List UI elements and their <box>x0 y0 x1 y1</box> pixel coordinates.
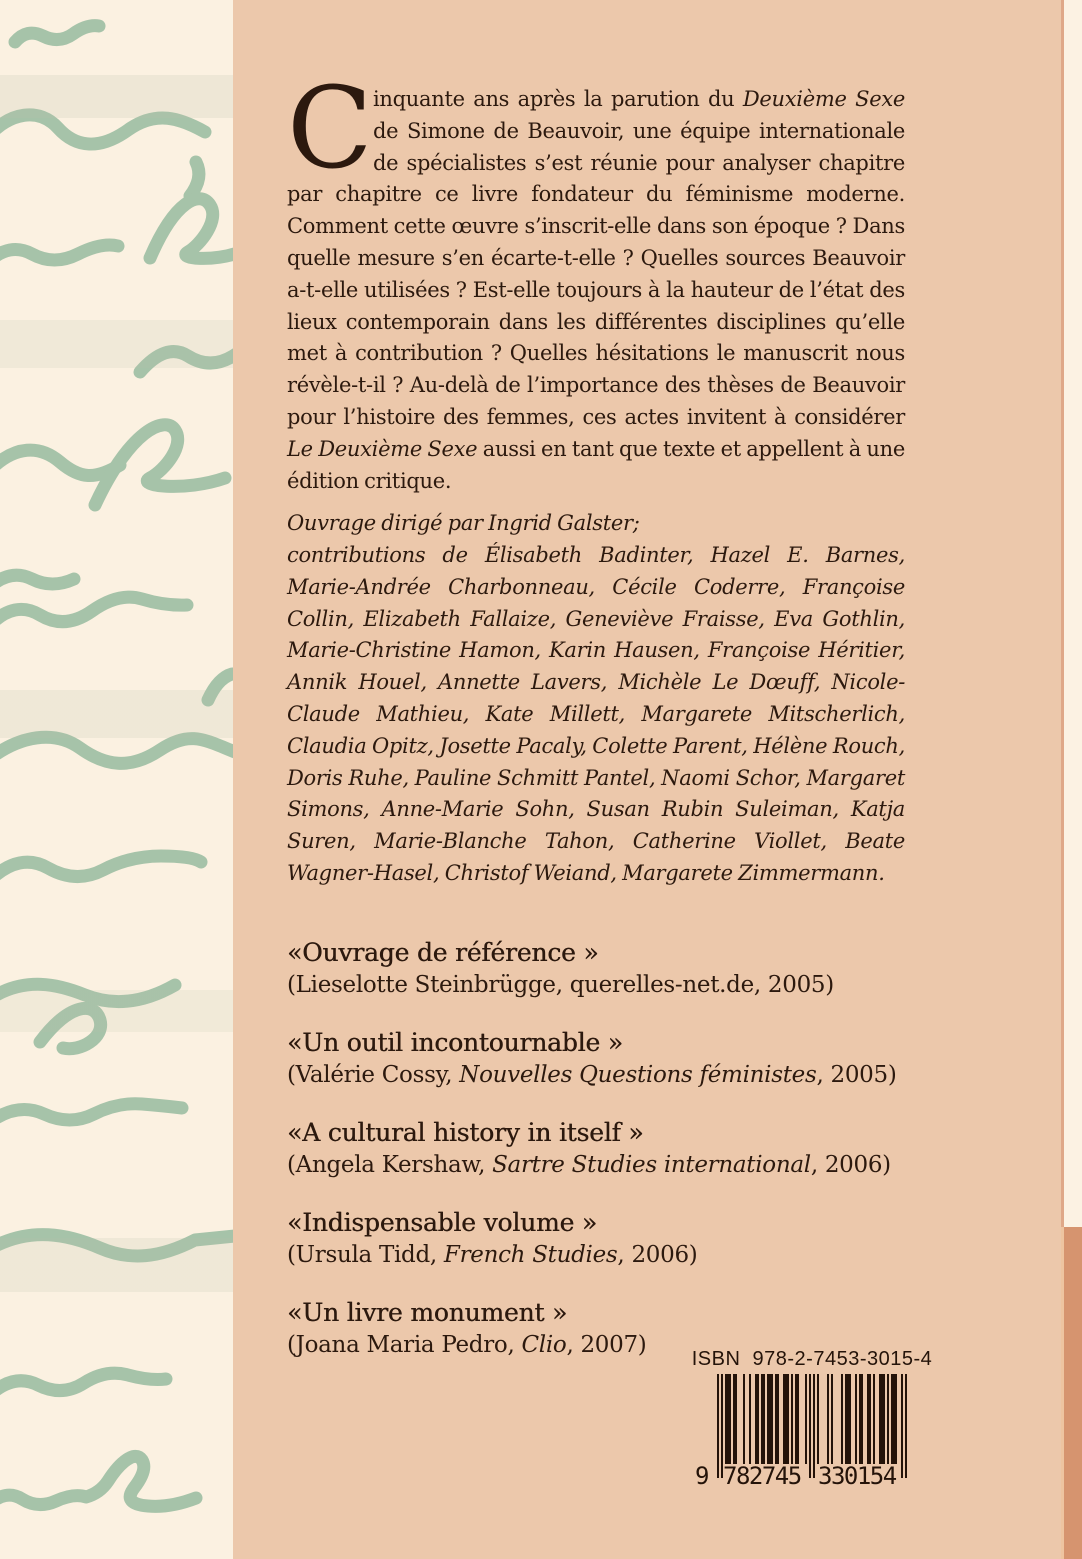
paper-shading-bands <box>0 0 233 1559</box>
barcode-bar <box>729 1374 731 1464</box>
barcode-guard-bar <box>905 1374 907 1478</box>
barcode-bar <box>831 1374 833 1464</box>
synopsis-segment: inquante ans après la parution du <box>373 87 743 111</box>
barcode-bar <box>749 1374 751 1464</box>
barcode-bar <box>805 1374 807 1464</box>
barcode-bar <box>827 1374 829 1464</box>
drop-cap: C <box>287 64 373 194</box>
barcode-guard-bar <box>813 1374 815 1478</box>
book-title-italic: Deuxième Sexe <box>742 87 905 111</box>
attribution-segment: (Lieselotte Steinbrügge, querelles-net.de, 2005) <box>287 972 834 998</box>
quote-text: «Ouvrage de référence » <box>287 938 599 967</box>
barcode-bar <box>849 1374 851 1464</box>
barcode-digits-left: 782745 <box>723 1462 801 1490</box>
review-quote <box>287 1028 905 1090</box>
review-quote <box>287 1208 905 1270</box>
editor-line: Ouvrage dirigé par Ingrid Galster; <box>287 511 640 535</box>
quote-text: «Un outil incontournable » <box>287 1028 623 1057</box>
barcode-bar <box>869 1374 871 1464</box>
attribution-segment: (Joana Maria Pedro, <box>287 1332 522 1358</box>
quote-attribution <box>287 1150 905 1180</box>
barcode-bar <box>777 1374 779 1464</box>
barcode-bar <box>855 1374 857 1464</box>
journal-name: Clio <box>521 1332 567 1358</box>
attribution-segment: , 2006) <box>810 1152 891 1178</box>
barcode-bar <box>757 1374 759 1464</box>
isbn-barcode-block <box>691 1348 933 1498</box>
barcode-digits-right: 330154 <box>818 1462 896 1490</box>
barcode-guard-bar <box>717 1374 719 1478</box>
synopsis-paragraph <box>287 64 905 497</box>
attribution-segment: , 2007) <box>566 1332 647 1358</box>
cover-text-column <box>287 0 905 1559</box>
barcode-bar <box>883 1374 885 1464</box>
quote-attribution <box>287 1060 905 1090</box>
quote-text: «A cultural history in itself » <box>287 1118 644 1147</box>
review-quote <box>287 1118 905 1180</box>
attribution-segment: , 2006) <box>617 1242 698 1268</box>
barcode-guard-bar <box>809 1374 811 1478</box>
journal-name: Nouvelles Questions féministes <box>459 1062 817 1088</box>
attribution-segment: (Valérie Cossy, <box>287 1062 460 1088</box>
journal-name: French Studies <box>443 1242 618 1268</box>
barcode-digit-first: 9 <box>695 1462 708 1490</box>
barcode-guard-bar <box>901 1374 903 1478</box>
attribution-segment: (Ursula Tidd, <box>287 1242 444 1268</box>
barcode-bar <box>841 1374 843 1464</box>
synopsis-segment: aussi en tant que texte et appellent à une édition critique. <box>287 436 905 493</box>
scan-edge-strip-top <box>1061 0 1082 1227</box>
contributors-list: contributions de Élisabeth Badinter, Hazel E. Barnes, Marie-Andrée Charbonneau, Cécile Coderre, Françoise Collin, Elizabeth Fallaize, Geneviève Fraisse, Eva Gothlin, Marie-Christine Hamon, Karin Hausen, Françoise Héritier, Annik Houel, Annette Lavers, Michèle Le Dœuff, Nicole-Claude Mathieu, Kate Millett, Margarete Mitscherlich, Claudia Opitz, Josette Pacaly, Colette Parent, Hélène Rouch, Doris Ruhe, Pauline Schmitt Pantel, Naomi Schor, Margaret Simons, Anne-Marie Sohn, Susan Rubin Suleiman, Katja Suren, Marie-Blanche Tahon, Catherine Viollet, Beate Wagner-Hasel, Christof Weiand, Margarete Zimmermann. <box>287 543 905 885</box>
barcode-bar <box>797 1374 799 1464</box>
manuscript-strip <box>0 0 233 1559</box>
barcode-bar <box>873 1374 875 1464</box>
quote-text: «Indispensable volume » <box>287 1208 597 1237</box>
synopsis-segment: de Simone de Beauvoir, une équipe internationale de spécialistes s’est réunie pour analyser chapitre par chapitre ce livre fondateur du féminisme moderne. Comment cette œuvre s’inscrit-elle dans son époque ? Dans quelle mesure s’en écarte-t-elle ? Quelles sources Beauvoir a-t-elle utilisées ? Est-elle toujours à la hauteur de l’état des lieux contemporain dans les différentes disciplines qu’elle met à contribution ? Quelles hésitations le manuscrit nous révèle-t-il ? Au-delà de l’importance des thèses de Beauvoir pour l’histoire des femmes, ces actes invitent à considérer <box>287 118 905 429</box>
barcode-bar <box>735 1374 737 1464</box>
isbn-label: ISBN 978-2-7453-3015-4 <box>691 1348 933 1370</box>
scan-edge-strip-bottom <box>1061 1227 1082 1559</box>
journal-name: Sartre Studies international <box>492 1152 811 1178</box>
quote-text: «Un livre monument » <box>287 1298 568 1327</box>
attribution-segment: (Angela Kershaw, <box>287 1152 493 1178</box>
quote-attribution <box>287 1240 905 1270</box>
barcode-bar <box>817 1374 819 1464</box>
barcode-bar <box>861 1374 863 1464</box>
barcode-bar <box>771 1374 773 1464</box>
barcode-bar <box>743 1374 745 1464</box>
barcode-bar <box>763 1374 765 1464</box>
barcode-bar <box>895 1374 897 1464</box>
quote-attribution <box>287 970 905 1000</box>
barcode-bar <box>887 1374 889 1464</box>
attribution-segment: , 2005) <box>816 1062 897 1088</box>
review-quote <box>287 938 905 1000</box>
book-title-italic: Le Deuxième Sexe <box>287 436 478 461</box>
barcode-bar <box>791 1374 793 1464</box>
barcode-bar <box>787 1374 789 1464</box>
